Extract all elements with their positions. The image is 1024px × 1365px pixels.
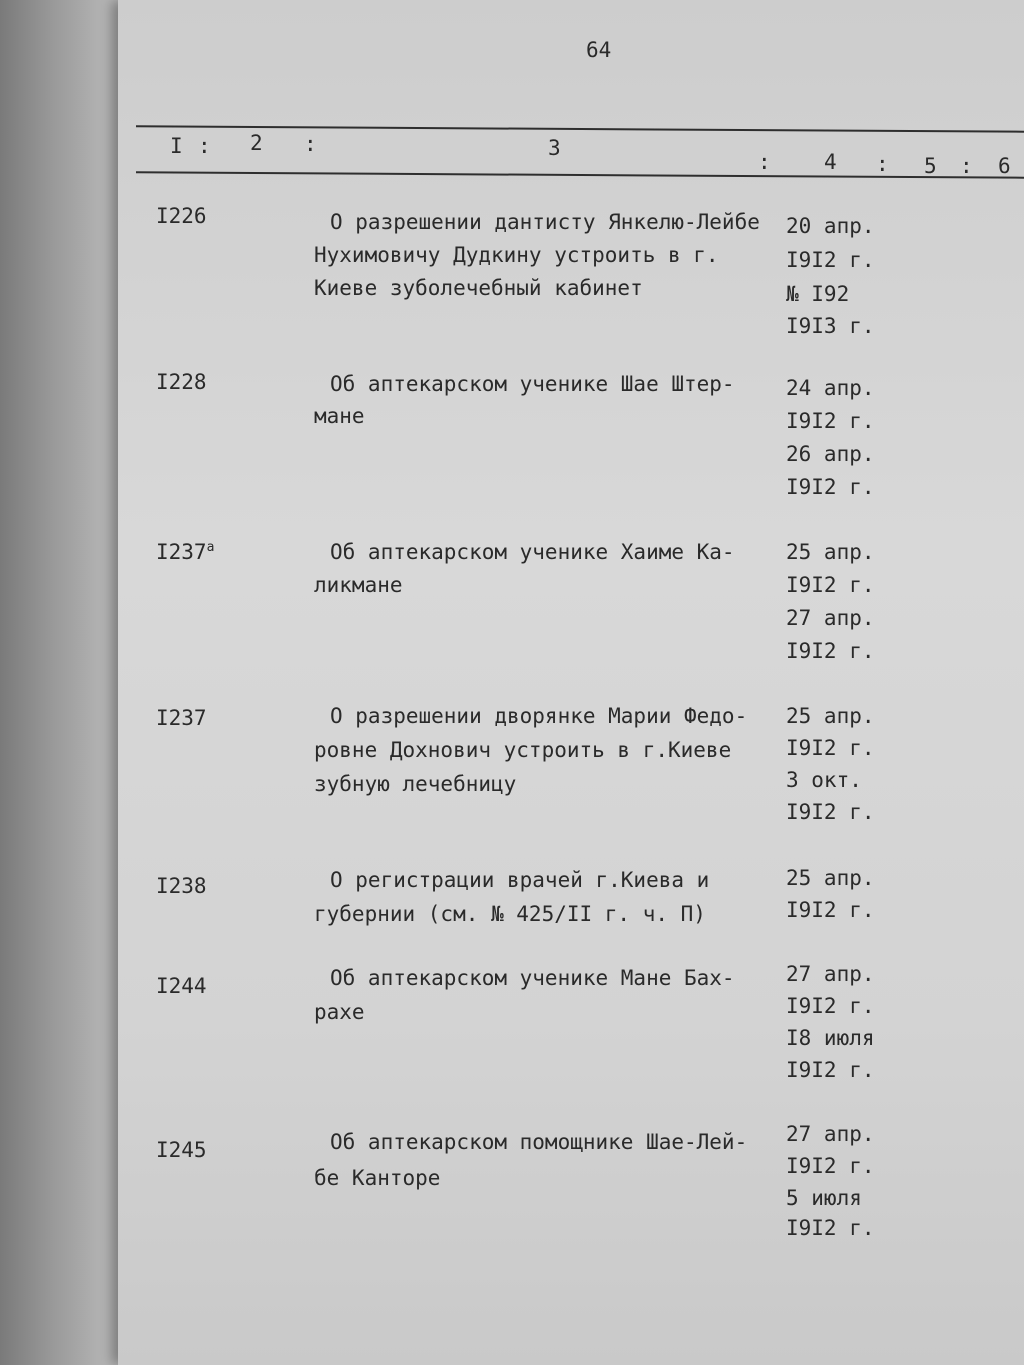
entry-date-line: 25 апр. (786, 866, 875, 890)
col-sep: : (876, 152, 889, 176)
entry-description-line: ликмане (314, 573, 403, 597)
entry-date-line: 26 апр. (786, 442, 875, 466)
entry-date-line: I9I2 г. (786, 800, 875, 824)
entry-description-line: Об аптекарском ученике Шае Штер- (330, 372, 735, 396)
col-sep: : (960, 154, 973, 178)
entry-description-line: ровне Дохнович устроить в г.Киеве (314, 738, 732, 762)
col-header-3: 3 (548, 136, 561, 160)
col-header-1: I (170, 134, 183, 158)
entry-date-line: 27 апр. (786, 1122, 875, 1146)
entry-date-line: 3 окт. (786, 768, 862, 792)
col-header-2: 2 (250, 131, 263, 155)
entry-date-line: I8 июля (786, 1026, 875, 1050)
entry-number: I244 (156, 974, 207, 998)
entry-date-line: 27 апр. (786, 606, 875, 630)
col-sep: : (758, 150, 771, 174)
entry-description-line: губернии (см. № 425/II г. ч. П) (314, 902, 706, 926)
page-number: 64 (586, 38, 612, 62)
entry-date-line: I9I2 г. (786, 898, 875, 922)
entry-number: I245 (156, 1138, 207, 1162)
entry-number: I228 (156, 370, 207, 394)
col-header-6: 6 (998, 154, 1011, 178)
entry-date-line: I9I2 г. (786, 994, 875, 1018)
entry-date-line: I9I2 г. (786, 1058, 875, 1082)
entry-date-line: 20 апр. (786, 214, 875, 238)
entry-date-line: № I92 (786, 282, 850, 306)
entry-description-line: зубную лечебницу (314, 772, 517, 796)
entry-number: I238 (156, 874, 207, 898)
entry-number: I237 (156, 706, 207, 730)
entry-date-line: I9I2 г. (786, 573, 875, 597)
entry-description-line: Киеве зуболечебный кабинет (314, 276, 643, 300)
book-spine-shadow (0, 0, 135, 1365)
entry-date-line: 25 апр. (786, 704, 875, 728)
entry-description-line: О регистрации врачей г.Киева и (330, 868, 710, 892)
entry-description-line: рахе (314, 1000, 365, 1024)
header-bottom-rule (136, 171, 1024, 178)
entry-date-line: 27 апр. (786, 962, 875, 986)
col-header-5: 5 (924, 154, 937, 178)
entry-date-line: I9I2 г. (786, 1216, 875, 1240)
entry-date-line: I9I2 г. (786, 736, 875, 760)
entry-description-line: Об аптекарском ученике Хаиме Ка- (330, 540, 735, 564)
col-header-4: 4 (824, 150, 837, 174)
entry-date-line: I9I2 г. (786, 248, 875, 272)
entry-date-line: 24 апр. (786, 376, 875, 400)
entry-description-line: Об аптекарском помощнике Шае-Лей- (330, 1130, 748, 1154)
entry-description-line: Об аптекарском ученике Мане Бах- (330, 966, 735, 990)
entry-date-line: I9I2 г. (786, 475, 875, 499)
entry-description-line: О разрешении дантисту Янкелю-Лейбе (330, 210, 760, 234)
entry-description-line: Нухимовичу Дудкину устроить в г. (314, 243, 719, 267)
entry-date-line: I9I2 г. (786, 409, 875, 433)
header-top-rule (136, 125, 1024, 132)
entry-date-line: I9I2 г. (786, 639, 875, 663)
col-sep: : (304, 132, 317, 156)
entry-number: $I237^а$ (156, 540, 215, 564)
entry-date-line: I9I2 г. (786, 1154, 875, 1178)
entry-number: I226 (156, 204, 207, 228)
entry-date-line: 5 июля (786, 1186, 862, 1210)
entry-description-line: мане (314, 404, 365, 428)
col-sep: : (198, 134, 211, 158)
entry-description-line: О разрешении дворянке Марии Федо- (330, 704, 748, 728)
document-page (118, 0, 1024, 1365)
entry-date-line: 25 апр. (786, 540, 875, 564)
entry-date-line: I9I3 г. (786, 314, 875, 338)
entry-description-line: бе Канторе (314, 1166, 441, 1190)
